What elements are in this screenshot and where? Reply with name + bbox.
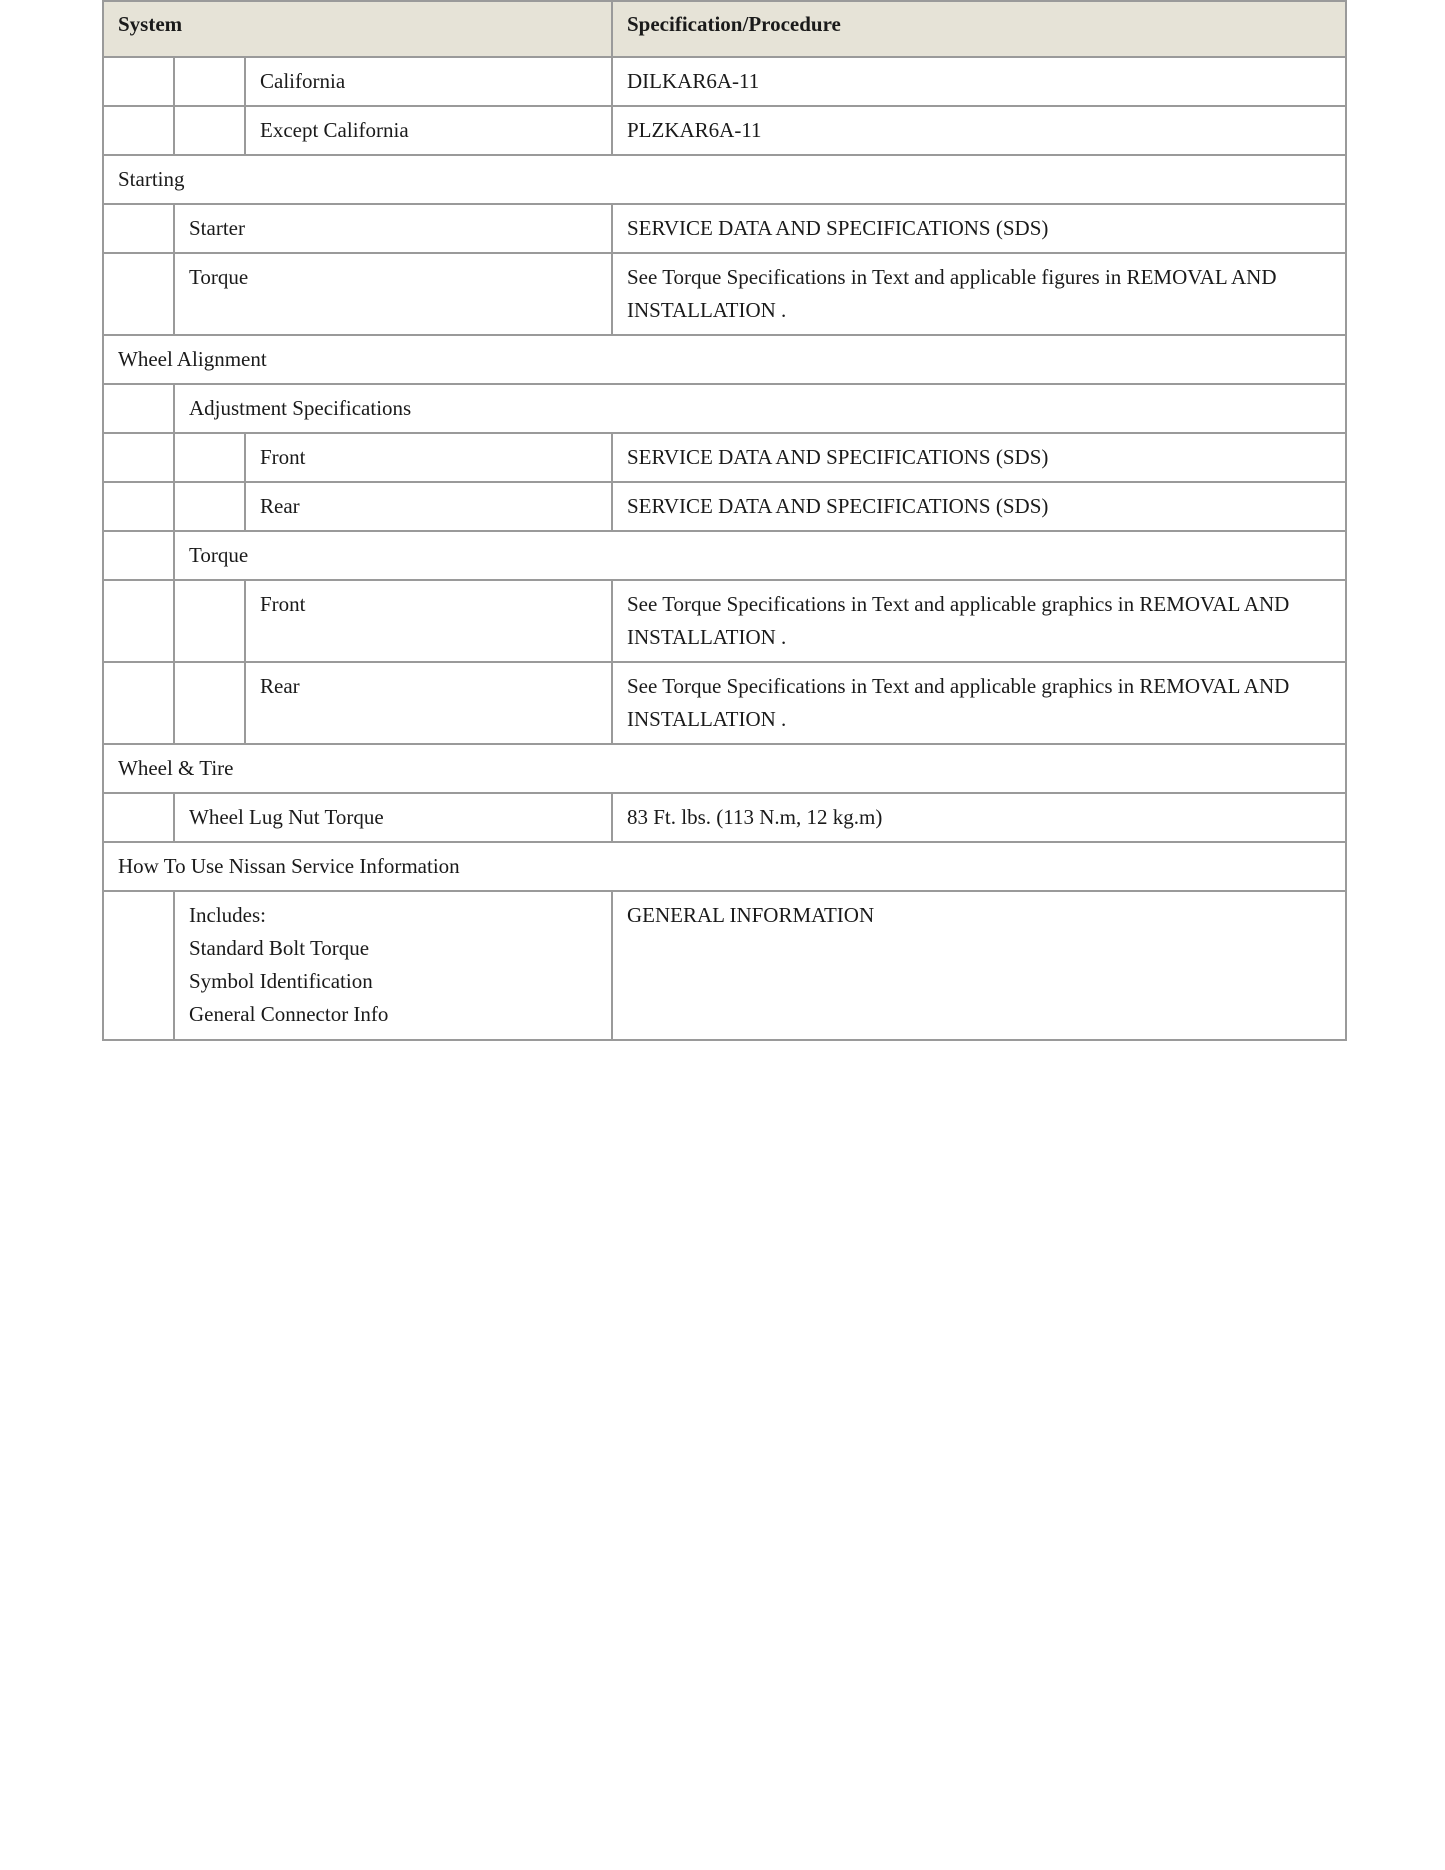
indent-cell xyxy=(174,57,245,106)
includes-line: General Connector Info xyxy=(189,1002,389,1026)
section-row xyxy=(103,155,1346,204)
row-spec-adjustment-rear: SERVICE DATA AND SPECIFICATIONS (SDS) xyxy=(612,482,1346,531)
table-row xyxy=(103,580,1346,662)
row-label-starting-torque: Torque xyxy=(174,253,612,335)
system-column-header: System xyxy=(103,1,612,57)
row-label-adjustment-front: Front xyxy=(245,433,612,482)
row-label-torque-rear: Rear xyxy=(245,662,612,744)
indent-cell xyxy=(103,433,174,482)
indent-cell xyxy=(103,106,174,155)
section-label-how-to-use: How To Use Nissan Service Information xyxy=(103,842,1346,891)
indent-cell xyxy=(174,482,245,531)
table-row xyxy=(103,662,1346,744)
table-row xyxy=(103,253,1346,335)
table-row xyxy=(103,793,1346,842)
row-label-includes xyxy=(174,891,612,1040)
row-spec-torque-front: See Torque Specifications in Text and applicable graphics in REMOVAL AND INSTALLATION . xyxy=(612,580,1346,662)
indent-cell xyxy=(174,433,245,482)
specification-table xyxy=(102,0,1347,1041)
row-label-torque-front: Front xyxy=(245,580,612,662)
indent-cell xyxy=(103,482,174,531)
subsection-row xyxy=(103,384,1346,433)
row-spec-adjustment-front: SERVICE DATA AND SPECIFICATIONS (SDS) xyxy=(612,433,1346,482)
section-row xyxy=(103,744,1346,793)
row-label-lug-nut-torque: Wheel Lug Nut Torque xyxy=(174,793,612,842)
table-header-row xyxy=(103,1,1346,57)
row-spec-starter: SERVICE DATA AND SPECIFICATIONS (SDS) xyxy=(612,204,1346,253)
table-row xyxy=(103,106,1346,155)
includes-line: Includes: xyxy=(189,903,266,927)
table-row xyxy=(103,433,1346,482)
row-label-starter: Starter xyxy=(174,204,612,253)
row-spec-california: DILKAR6A-11 xyxy=(612,57,1346,106)
row-spec-includes: GENERAL INFORMATION xyxy=(612,891,1346,1040)
includes-line: Symbol Identification xyxy=(189,969,373,993)
section-label-wheel-alignment: Wheel Alignment xyxy=(103,335,1346,384)
subsection-label-adjustment-specifications: Adjustment Specifications xyxy=(174,384,1346,433)
indent-cell xyxy=(103,384,174,433)
row-spec-lug-nut-torque: 83 Ft. lbs. (113 N.m, 12 kg.m) xyxy=(612,793,1346,842)
indent-cell xyxy=(103,204,174,253)
row-label-except-california: Except California xyxy=(245,106,612,155)
indent-cell xyxy=(103,891,174,1040)
table-row xyxy=(103,891,1346,1040)
spec-column-header: Specification/Procedure xyxy=(612,1,1346,57)
table-row xyxy=(103,57,1346,106)
table-row xyxy=(103,204,1346,253)
subsection-label-alignment-torque: Torque xyxy=(174,531,1346,580)
table-row xyxy=(103,482,1346,531)
section-label-starting: Starting xyxy=(103,155,1346,204)
row-label-adjustment-rear: Rear xyxy=(245,482,612,531)
includes-line: Standard Bolt Torque xyxy=(189,936,370,960)
indent-cell xyxy=(103,662,174,744)
indent-cell xyxy=(103,580,174,662)
indent-cell xyxy=(103,253,174,335)
row-spec-except-california: PLZKAR6A-11 xyxy=(612,106,1346,155)
indent-cell xyxy=(103,57,174,106)
indent-cell xyxy=(174,106,245,155)
section-label-wheel-tire: Wheel & Tire xyxy=(103,744,1346,793)
indent-cell xyxy=(174,662,245,744)
row-spec-torque-rear: See Torque Specifications in Text and applicable graphics in REMOVAL AND INSTALLATION . xyxy=(612,662,1346,744)
indent-cell xyxy=(103,793,174,842)
indent-cell xyxy=(174,580,245,662)
section-row xyxy=(103,335,1346,384)
row-label-california: California xyxy=(245,57,612,106)
row-spec-starting-torque: See Torque Specifications in Text and applicable figures in REMOVAL AND INSTALLATION . xyxy=(612,253,1346,335)
subsection-row xyxy=(103,531,1346,580)
indent-cell xyxy=(103,531,174,580)
section-row xyxy=(103,842,1346,891)
